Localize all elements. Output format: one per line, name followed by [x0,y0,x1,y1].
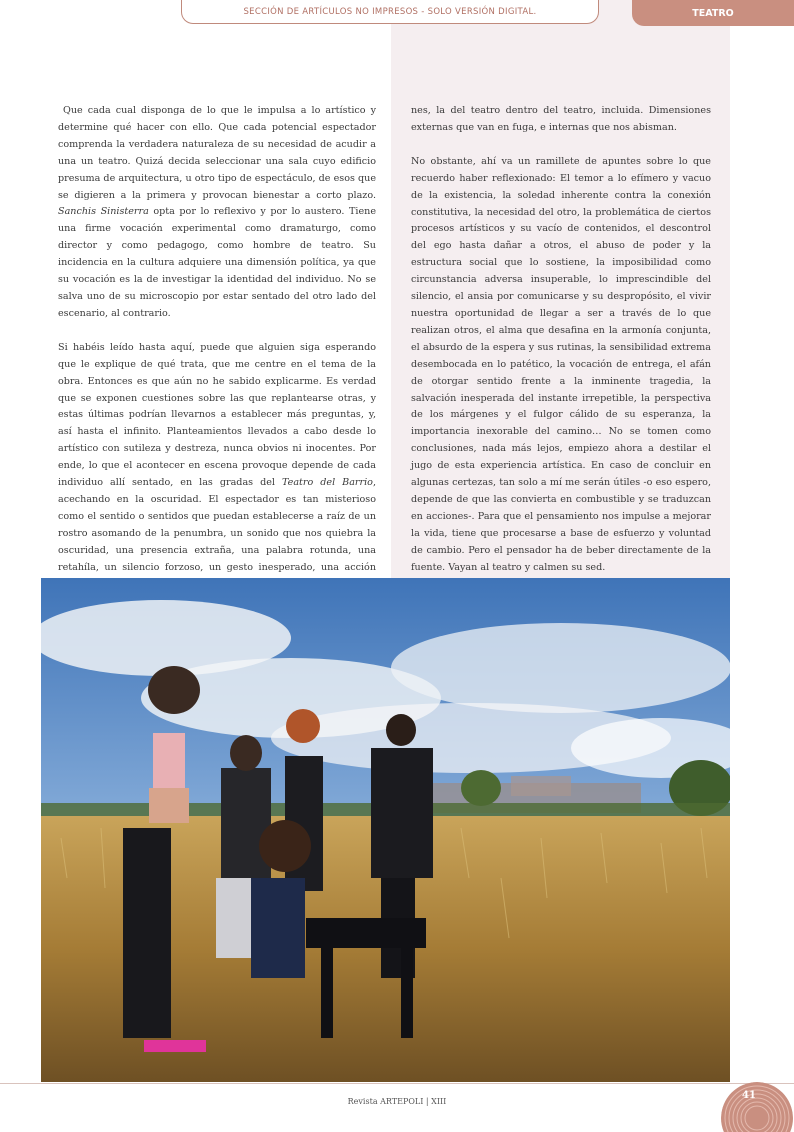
paragraph: Que cada cual disponga de lo que le impulsa a lo artístico y determine qué hacer con ello. Que cada potencial espectador comprenda la verdadera naturaleza de su necesidad de acudir a una un teatro. Quizá decida seleccionar una sala cuyo edificio presuma de arquitectura, u otro tipo de espectáculo, de esos que se digieren a la primera y provocan bienestar a corto plazo. Sanchis Sinisterra opta por lo reflexivo y por lo austero. Tiene una firme vocación experimental como dramaturgo, como director y como pedagogo, como hombre de teatro. Su incidencia en la cultura adquiere una dimensión política, ya que su vocación es la de investigar la identidad del individuo. No se salva uno de su microscopio por estar sentado del otro lado del escenario, al contrario. [58,105,376,319]
footer-magazine: Revista ARTEPOLI | XIII [347,1097,447,1106]
digital-only-banner [181,0,599,24]
section-label: TEATRO [692,7,734,19]
section-tab [632,0,794,26]
paragraph: Si habéis leído hasta aquí, puede que alguien siga esperando que le explique de qué trata, que me centre en el tema de la obra. Entonces es que aún no he sabido explicarme. Es verdad que se exponen cuestiones sobre las que replantearse otras, y estas últimas podrían llevarnos a establecer más preguntas, y, así hasta el infinito. Planteamientos llevados a cabo desde lo artístico con sutileza y destreza, nunca obvios ni inocentes. Por ende, lo que el acontecer en escena provoque depende de cada individuo allí sentado, en las gradas del Teatro del Barrio, acechando en la oscuridad. El espectador es tan misterioso como el sentido o sentidos que puedan establecerse a raíz de un rostro asomando de la penumbra, un sonido que nos quiebra la oscuridad, una presencia extraña, una palabra rotunda, una retahíla, un silencio forzoso, un gesto inesperado, una acción [58,341,376,573]
page-number: 41 [742,1090,756,1101]
paragraph: nes, la del teatro dentro del teatro, incluida. Dimensiones externas que van en fuga, e internas que nos abisman. [411,105,711,133]
author-name: Sanchis Sinisterra [58,206,149,218]
banner-text: SECCIÓN DE ARTÍCULOS NO IMPRESOS - SOLO VERSIÓN DIGITAL. [243,6,537,17]
venue-name: Teatro del Barrio [281,477,373,489]
actors-in-field-photo [41,578,730,1082]
paragraph: No obstante, ahí va un ramillete de apuntes sobre lo que recuerdo haber reflexionado: El temor a lo efímero y vacuo de la existencia, la soledad inherente contra la conexión constitutiva, la necesidad del otro, la problemática de ciertos procesos artísticos y su vacío de contenidos, el descontrol del ego hasta dañar a otros, el abuso de poder y la estructura social que lo sostiene, la imposibilidad como circunstancia adversa insuperable, lo imprescindible del silencio, el ansia por comunicarse y su despropósito, el vivir nuestra oportunidad de llegar a ser a través de lo que realizan otros, el alma que desafina en la armonía conjunta, el absurdo de la espera y sus rutinas, la sensibilidad extrema desembocada en lo patético, la vocación de entrega, el afán de otorgar sentido frente a la inminente tragedia, la salvación inesperada del instante irrepetible, la perspectiva de los márgenes y el fulgor cálido de su esperanza, la importancia inexorable del camino… No se tomen como conclusiones, nada más lejos, empiezo ahora a destilar el jugo de esta experiencia artística. En caso de concluir en algunas certezas, tan solo a mí me serán útiles -o eso espero, depende de que las convierta en combustible y se traduzcan en acciones-. Para que el pensamiento nos impulse a mejorar la vida, tiene que procesarse a base de esfuerzo y voluntad de cambio. Pero el pensador ha de beber directamente de la fuente. Vayan al teatro y calmen su sed. [411,155,711,573]
footer-rule [0,1083,794,1084]
